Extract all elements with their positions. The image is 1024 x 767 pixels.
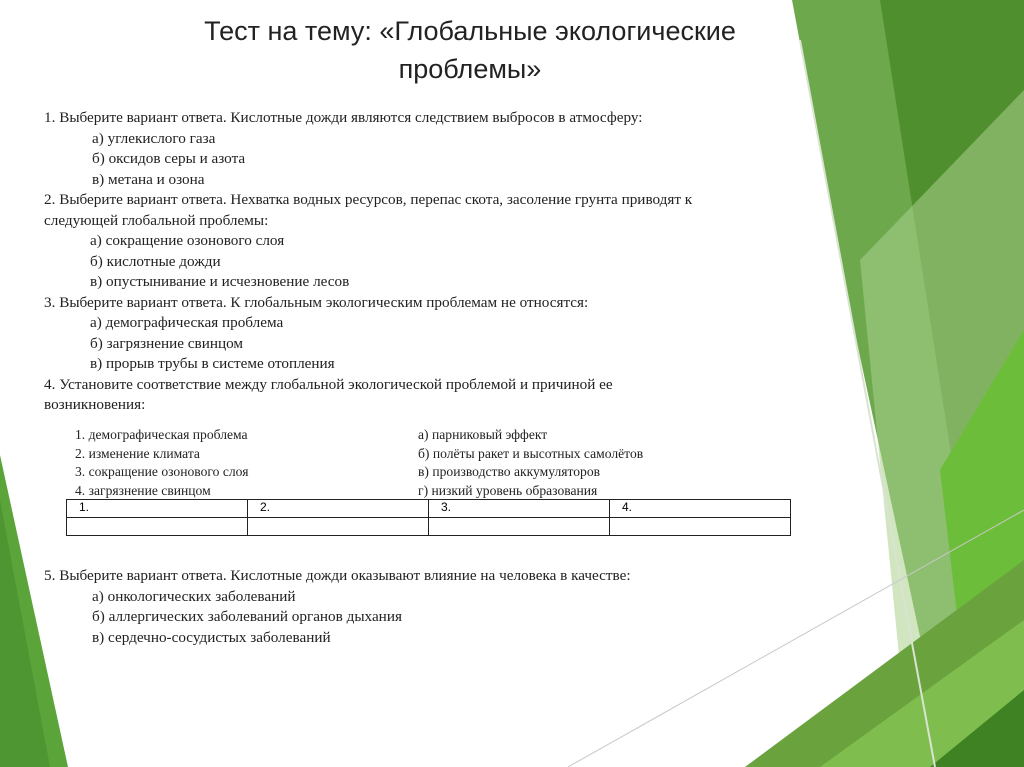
- cause-item: а) парниковый эффект: [418, 427, 548, 442]
- question-2-line-2: следующей глобальной проблемы:: [44, 211, 269, 229]
- question-1: 1. Выберите вариант ответа. Кислотные дожди являются следствием выбросов в атмосферу:: [44, 109, 643, 126]
- answer-header-3: 3.: [429, 500, 610, 518]
- q3-option-b: б) загрязнение свинцом: [90, 334, 244, 352]
- problem-item: 4. загрязнение свинцом: [75, 482, 211, 498]
- title-line-1: Тест на тему: «Глобальные экологические: [204, 16, 736, 46]
- slide-title: [140, 12, 800, 88]
- question-2-line-1: 2. Выберите вариант ответа. Нехватка водных ресурсов, перепас скота, засоление грунта приводят к: [44, 191, 693, 208]
- q2-option-a: а) сокращение озонового слоя: [90, 232, 285, 249]
- q2-option-c: в) опустынивание и исчезновение лесов: [90, 273, 350, 290]
- pair-row: [75, 445, 695, 464]
- cause-item: б) полёты ракет и высотных самолётов: [418, 445, 644, 461]
- cause-item: г) низкий уровень образования: [418, 482, 598, 498]
- answer-header-1: 1.: [67, 500, 248, 518]
- answer-header-2: 2.: [248, 500, 429, 518]
- cause-item: в) производство аккумуляторов: [418, 464, 601, 480]
- answer-table: [66, 499, 791, 536]
- q1-option-c: в) метана и озона: [92, 170, 205, 188]
- title-line-2: проблемы»: [398, 54, 542, 84]
- answer-cell-1[interactable]: [67, 518, 248, 536]
- q3-option-c: в) прорыв трубы в системе отопления: [90, 355, 335, 372]
- q5-option-b: б) аллергических заболеваний органов дыхания: [92, 608, 402, 625]
- answer-header-4: 4.: [610, 500, 791, 518]
- problem-item: 3. сокращение озонового слоя: [75, 464, 249, 480]
- pair-row: [75, 426, 695, 445]
- answer-header-row: [67, 500, 791, 518]
- answer-cell-4[interactable]: [610, 518, 791, 536]
- q1-option-a: а) углекислого газа: [92, 129, 216, 147]
- question-4-line-1: 4. Установите соответствие между глобальной экологической проблемой и причиной ее: [44, 375, 613, 393]
- question-5-block: [44, 566, 784, 648]
- questions-block: [44, 108, 784, 416]
- problem-item: 1. демографическая проблема: [75, 427, 248, 442]
- pair-row: [75, 482, 695, 501]
- q3-option-a: а) демографическая проблема: [90, 314, 284, 331]
- answer-cell-3[interactable]: [429, 518, 610, 536]
- pair-row: [75, 463, 695, 482]
- answer-input-row: [67, 518, 791, 536]
- problem-item: 2. изменение климата: [75, 445, 200, 461]
- q5-option-a: а) онкологических заболеваний: [92, 587, 296, 605]
- question-4-line-2: возникновения:: [44, 396, 146, 413]
- q2-option-b: б) кислотные дожди: [90, 252, 221, 270]
- question-3: 3. Выберите вариант ответа. К глобальным экологическим проблемам не относятся:: [44, 293, 589, 311]
- answer-cell-2[interactable]: [248, 518, 429, 536]
- q5-option-c: в) сердечно-сосудистых заболеваний: [92, 628, 331, 646]
- q1-option-b: б) оксидов серы и азота: [92, 150, 246, 167]
- matching-pairs: [75, 426, 695, 500]
- question-5: 5. Выберите вариант ответа. Кислотные дожди оказывают влияние на человека в качестве:: [44, 567, 631, 584]
